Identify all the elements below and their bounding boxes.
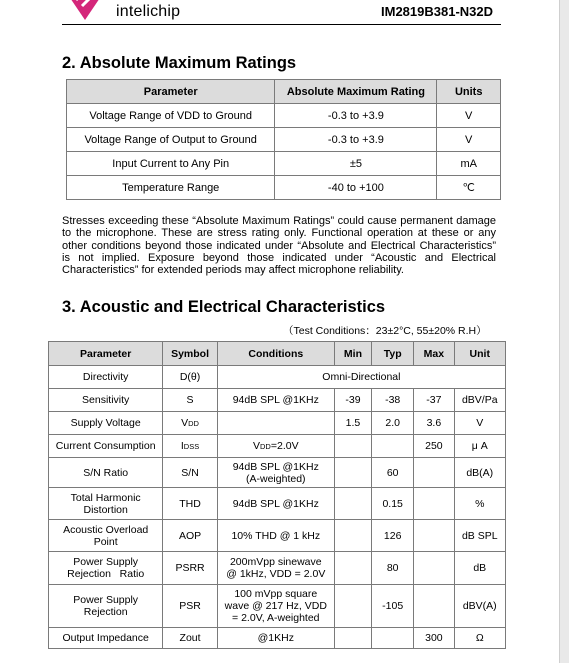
param-cell: Current Consumption bbox=[49, 435, 163, 458]
symbol-cell: PSR bbox=[163, 585, 217, 628]
column-header: Parameter bbox=[67, 80, 275, 104]
typ-cell: -38 bbox=[372, 389, 414, 412]
absolute-max-ratings-table bbox=[66, 79, 501, 200]
max-cell bbox=[414, 585, 454, 628]
table-row bbox=[49, 585, 506, 628]
table-row bbox=[67, 104, 501, 128]
header-rule bbox=[62, 24, 501, 25]
table-row bbox=[67, 152, 501, 176]
table-cell: ±5 bbox=[275, 152, 437, 176]
max-cell: 3.6 bbox=[414, 412, 454, 435]
table-cell: V bbox=[437, 128, 501, 152]
min-cell bbox=[334, 552, 371, 585]
conditions-cell: 94dB SPL @1KHz bbox=[217, 389, 334, 412]
table-cell: Voltage Range of VDD to Ground bbox=[67, 104, 275, 128]
table-row bbox=[49, 488, 506, 520]
test-conditions: （Test Conditions：23±2°C, 55±20% R.H） bbox=[283, 325, 487, 337]
page-edge bbox=[559, 0, 569, 663]
column-header: Unit bbox=[454, 342, 506, 366]
table-row bbox=[49, 435, 506, 458]
table-cell: V bbox=[437, 104, 501, 128]
symbol-cell: D(θ) bbox=[163, 366, 217, 389]
param-cell: Supply Voltage bbox=[49, 412, 163, 435]
table-cell: Temperature Range bbox=[67, 176, 275, 200]
typ-cell: 80 bbox=[372, 552, 414, 585]
min-cell bbox=[334, 585, 371, 628]
conditions-cell: VDD=2.0V bbox=[217, 435, 334, 458]
unit-cell: % bbox=[454, 488, 506, 520]
table-cell: ℃ bbox=[437, 176, 501, 200]
column-header: Symbol bbox=[163, 342, 217, 366]
min-cell: -39 bbox=[334, 389, 371, 412]
table-cell: mA bbox=[437, 152, 501, 176]
unit-cell: Ω bbox=[454, 628, 506, 649]
intelichip-logo-icon bbox=[62, 0, 108, 20]
symbol-cell: Zout bbox=[163, 628, 217, 649]
min-cell bbox=[334, 458, 371, 488]
min-cell: 1.5 bbox=[334, 412, 371, 435]
unit-cell: μ A bbox=[454, 435, 506, 458]
table-row bbox=[67, 128, 501, 152]
stress-note: Stresses exceeding these “Absolute Maximum Ratings” could cause permanent damage to the microphone. These are stress rating only. Functional operation at these or any other conditions beyond those indicated under “Absolute and Electrical Characteristics” is not implied. Exposure beyond those indicated under “Acoustic and Electrical Characteristics” for extended periods may affect microphone reliability. bbox=[62, 215, 496, 277]
typ-cell bbox=[372, 435, 414, 458]
merged-cell: Omni-Directional bbox=[217, 366, 505, 389]
brand-name: intelichip bbox=[116, 3, 181, 20]
document-id: IM2819B381-N32D bbox=[381, 4, 494, 19]
max-cell bbox=[414, 552, 454, 585]
symbol-cell: THD bbox=[163, 488, 217, 520]
symbol-cell: IDSS bbox=[163, 435, 217, 458]
section-title-ratings: 2. Absolute Maximum Ratings bbox=[62, 54, 297, 72]
table-row bbox=[49, 552, 506, 585]
table-cell: -40 to +100 bbox=[275, 176, 437, 200]
conditions-cell: 200mVpp sinewave @ 1kHz, VDD = 2.0V bbox=[217, 552, 334, 585]
symbol-cell: S/N bbox=[163, 458, 217, 488]
param-cell: Acoustic Overload Point bbox=[49, 520, 163, 552]
min-cell bbox=[334, 628, 371, 649]
symbol-cell: VDD bbox=[163, 412, 217, 435]
max-cell bbox=[414, 458, 454, 488]
typ-cell: 2.0 bbox=[372, 412, 414, 435]
max-cell: -37 bbox=[414, 389, 454, 412]
typ-cell bbox=[372, 628, 414, 649]
param-cell: Total Harmonic Distortion bbox=[49, 488, 163, 520]
symbol-cell: PSRR bbox=[163, 552, 217, 585]
param-cell: Sensitivity bbox=[49, 389, 163, 412]
unit-cell: dB bbox=[454, 552, 506, 585]
table-row bbox=[49, 628, 506, 649]
conditions-cell: 94dB SPL @1KHz bbox=[217, 488, 334, 520]
param-cell: Output Impedance bbox=[49, 628, 163, 649]
column-header: Parameter bbox=[49, 342, 163, 366]
table-cell: Voltage Range of Output to Ground bbox=[67, 128, 275, 152]
param-cell: S/N Ratio bbox=[49, 458, 163, 488]
table-row bbox=[49, 412, 506, 435]
column-header: Conditions bbox=[217, 342, 334, 366]
conditions-cell: @1KHz bbox=[217, 628, 334, 649]
min-cell bbox=[334, 520, 371, 552]
max-cell bbox=[414, 520, 454, 552]
table-cell: Input Current to Any Pin bbox=[67, 152, 275, 176]
conditions-cell: 100 mVpp square wave @ 217 Hz, VDD = 2.0V, A-weighted bbox=[217, 585, 334, 628]
param-cell: Directivity bbox=[49, 366, 163, 389]
symbol-cell: S bbox=[163, 389, 217, 412]
section-title-characteristics: 3. Acoustic and Electrical Characteristics bbox=[62, 298, 386, 316]
table-row bbox=[49, 520, 506, 552]
column-header: Typ bbox=[372, 342, 414, 366]
max-cell: 300 bbox=[414, 628, 454, 649]
typ-cell: 60 bbox=[372, 458, 414, 488]
conditions-cell: 10% THD @ 1 kHz bbox=[217, 520, 334, 552]
column-header: Absolute Maximum Rating bbox=[275, 80, 437, 104]
table-row bbox=[49, 366, 506, 389]
conditions-cell bbox=[217, 412, 334, 435]
table-cell: -0.3 to +3.9 bbox=[275, 128, 437, 152]
column-header: Max bbox=[414, 342, 454, 366]
unit-cell: dBV(A) bbox=[454, 585, 506, 628]
unit-cell: dB(A) bbox=[454, 458, 506, 488]
max-cell bbox=[414, 488, 454, 520]
typ-cell: 0.15 bbox=[372, 488, 414, 520]
typ-cell: 126 bbox=[372, 520, 414, 552]
min-cell bbox=[334, 435, 371, 458]
param-cell: Power Supply Rejection Ratio bbox=[49, 552, 163, 585]
table-row bbox=[67, 176, 501, 200]
column-header: Units bbox=[437, 80, 501, 104]
unit-cell: dB SPL bbox=[454, 520, 506, 552]
table-row bbox=[49, 458, 506, 488]
table-header-row bbox=[67, 80, 501, 104]
unit-cell: V bbox=[454, 412, 506, 435]
conditions-cell: 94dB SPL @1KHz (A-weighted) bbox=[217, 458, 334, 488]
min-cell bbox=[334, 488, 371, 520]
symbol-cell: AOP bbox=[163, 520, 217, 552]
param-cell: Power Supply Rejection bbox=[49, 585, 163, 628]
unit-cell: dBV/Pa bbox=[454, 389, 506, 412]
characteristics-table bbox=[48, 341, 506, 649]
column-header: Min bbox=[334, 342, 371, 366]
table-header-row bbox=[49, 342, 506, 366]
max-cell: 250 bbox=[414, 435, 454, 458]
table-cell: -0.3 to +3.9 bbox=[275, 104, 437, 128]
typ-cell: -105 bbox=[372, 585, 414, 628]
table-row bbox=[49, 389, 506, 412]
